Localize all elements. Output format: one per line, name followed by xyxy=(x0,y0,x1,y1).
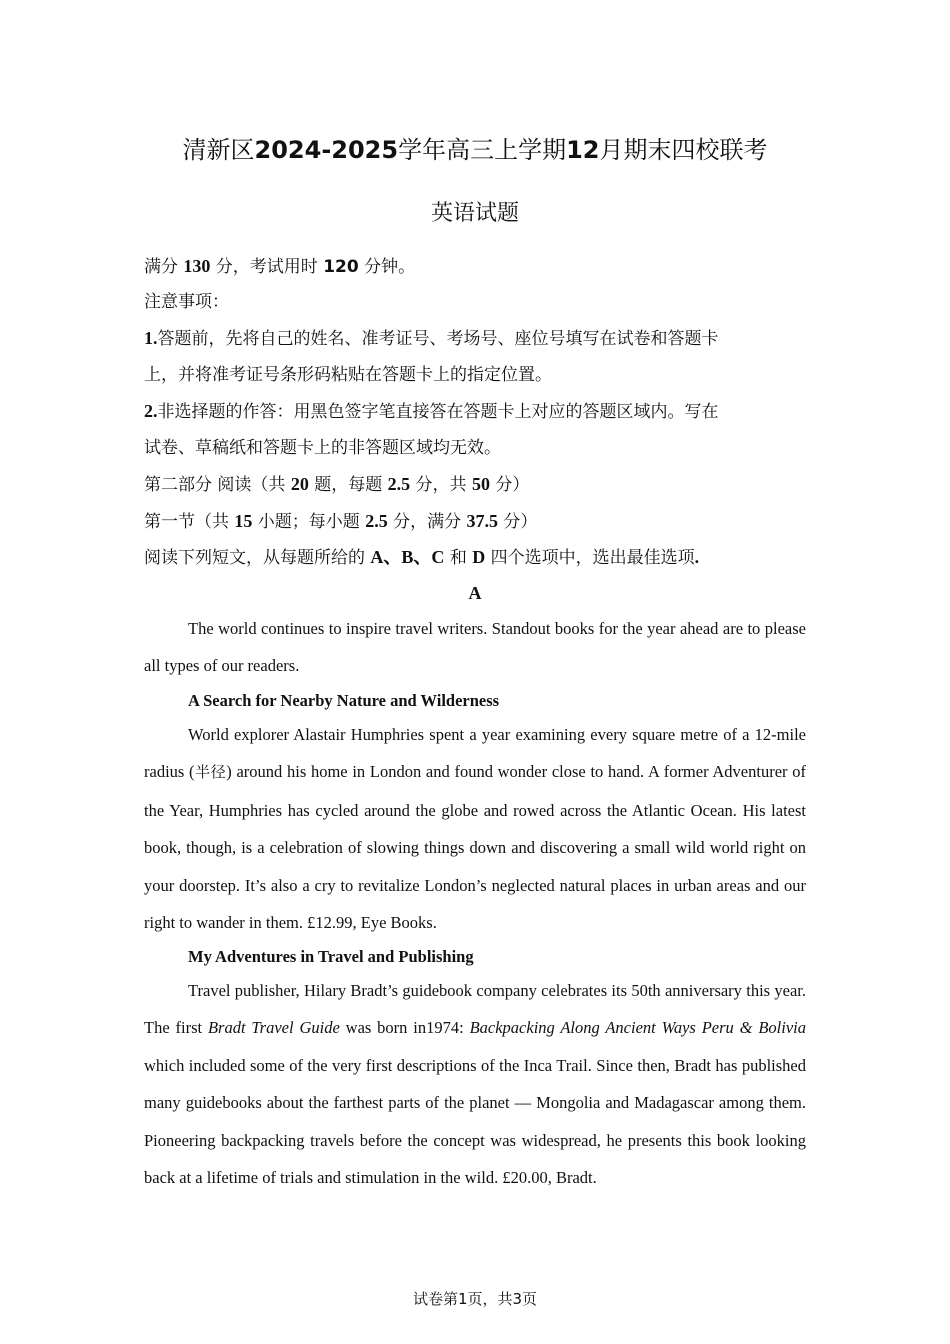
notice-heading: 注意事项： xyxy=(144,292,229,312)
section-one-heading: 第一节（共 15 小题；每小题 2.5 分，满分 37.5 分） xyxy=(144,511,538,532)
exam-title: 清新区2024-2025学年高三上学期12月期末四校联考 xyxy=(182,136,768,164)
book-1-title: A Search for Nearby Nature and Wilderness xyxy=(188,691,500,710)
book-1-paragraph: World explorer Alastair Humphries spent a year examining every square metre of a 12-mile radius (半径) around his home in London and found wonder close to hand. A former Adventurer of the Year, Humphries has cycled around the globe and rowed across the Atlantic Ocean. His latest book, though, is a celebration of slowing things down and discovering a small wild world right on your doorstep. It’s also a cry to revitalize London’s neglected natural places in urban areas and our right to wander in them. £12.99, Eye Books. xyxy=(144,725,806,933)
page-footer: 试卷第1页，共3页 xyxy=(412,1290,538,1308)
book-2-title: My Adventures in Travel and Publishing xyxy=(188,947,474,966)
exam-subtitle: 英语试题 xyxy=(430,201,519,226)
notice-item-1-line-2: 上，并将准考证号条形码粘贴在答题卡上的指定位置。 xyxy=(144,365,552,385)
notice-item-1-line-1: 1.答题前，先将自己的姓名、准考证号、考场号、座位号填写在试卷和答题卡 xyxy=(144,328,719,349)
notice-item-2-line-1: 2.非选择题的作答：用黑色签字笔直接答在答题卡上对应的答题区域内。写在 xyxy=(144,401,719,422)
score-info: 满分 130 分，考试用时 120 分钟。 xyxy=(144,256,416,277)
part-two-heading: 第二部分 阅读（共 20 题，每题 2.5 分，共 50 分） xyxy=(144,474,530,495)
reading-instruction: 阅读下列短文，从每题所给的 A、B、C 和 D 四个选项中，选出最佳选项. xyxy=(144,547,700,568)
passage-label: A xyxy=(468,583,482,603)
notice-item-2-line-2: 试卷、草稿纸和答题卡上的非答题区域均无效。 xyxy=(144,438,501,458)
book-2-paragraph: Travel publisher, Hilary Bradt’s guidebook company celebrates its 50th anniversary this year. The first Bradt Travel Guide was born in1974: Backpacking Along Ancient Ways Peru & Bolivia which included some of the very first descriptions of the Inca Trail. Since then, Bradt has published many guidebooks about the farthest parts of the planet — Mongolia and Madagascar among them. Pioneering backpacking travels before the concept was widespread, he presents this book looking back at a lifetime of trials and stimulation in the wild. £20.00, Bradt. xyxy=(144,981,806,1188)
intro-paragraph: The world continues to inspire travel writers. Standout books for the year ahead are to please all types of our readers. xyxy=(144,619,806,676)
